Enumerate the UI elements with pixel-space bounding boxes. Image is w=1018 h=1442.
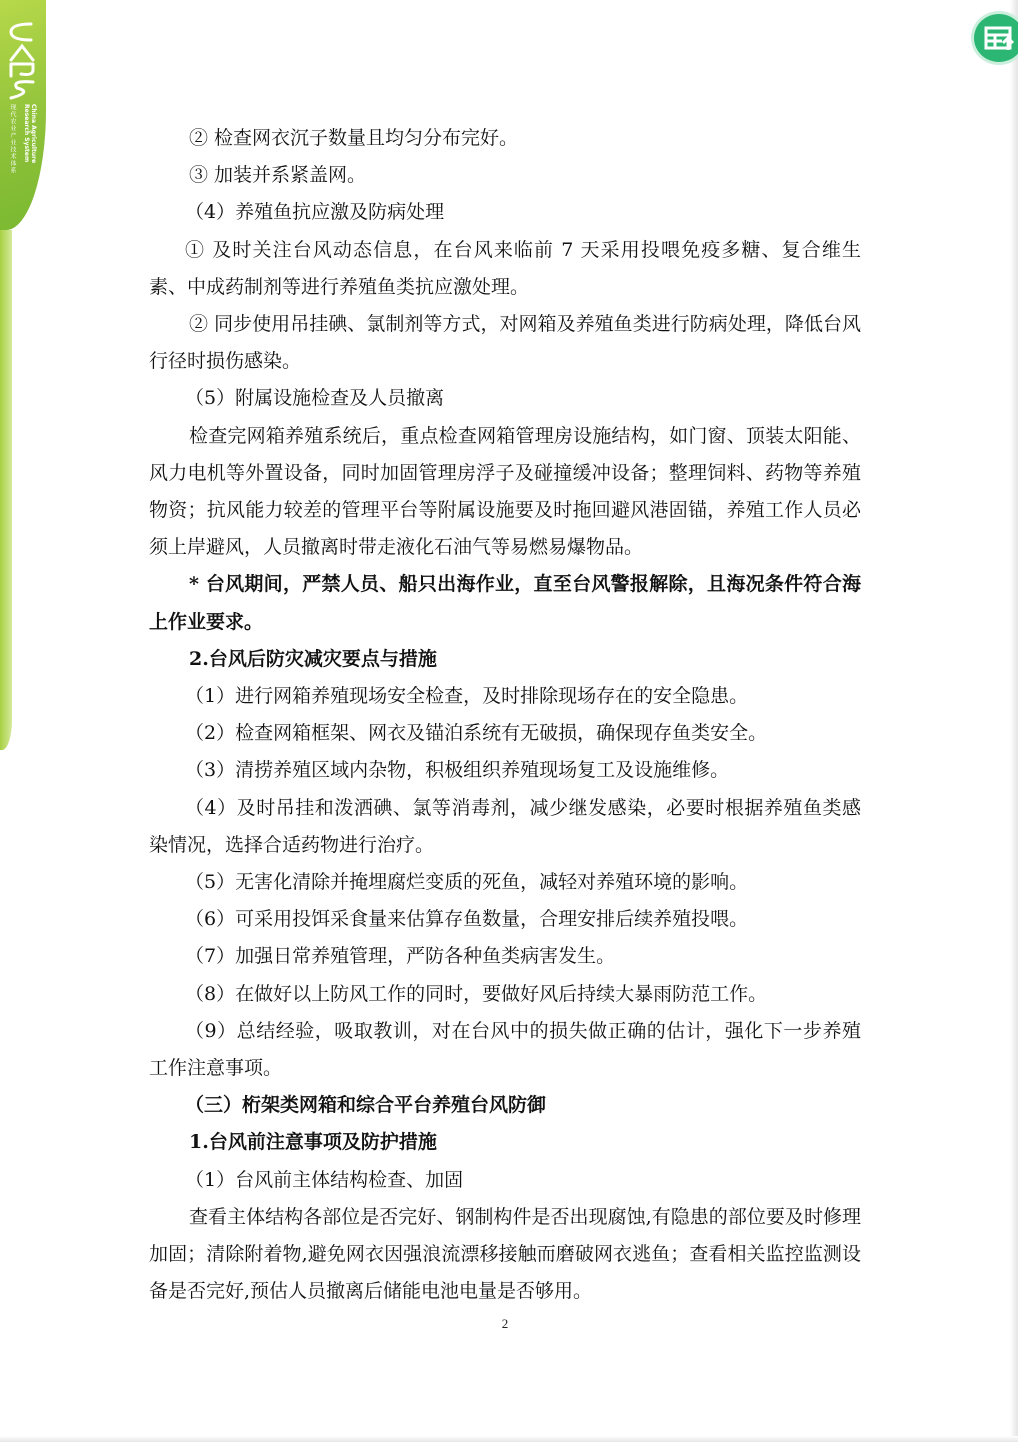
list-item: （7）加强日常养殖管理，严防各种鱼类病害发生。 (185, 945, 616, 968)
subsection-heading: （1）台风前主体结构检查、加固 (185, 1168, 464, 1191)
section-heading: （三）桁架类网箱和综合平台养殖台风防御 (185, 1094, 547, 1117)
cars-logo-band (0, 0, 46, 230)
page-number: 2 (501, 1316, 509, 1331)
logo-subtitle-cn: 现代农业产业技术体系 (9, 104, 16, 174)
list-item: （4）及时吊挂和泼洒碘、氯等消毒剂，减少继发感染，必要时根据养殖鱼类感染情况，选择合适药物进行治疗。 (149, 796, 861, 856)
list-item: （5）无害化清除并掩埋腐烂变质的死鱼，减轻对养殖环境的影响。 (185, 871, 749, 894)
paragraph: ② 检查网衣沉子数量且均匀分布完好。 (189, 127, 519, 149)
paragraph: 查看主体结构各部位是否完好、钢制构件是否出现腐蚀,有隐患的部位要及时修理加固；清除附着物,避免网衣因强浪流漂移接触而磨破网衣逃鱼；查看相关监控监测设备是否完好,预估人员撤离后储能电池电量是否够用。 (149, 1205, 861, 1303)
page-edge (1010, 0, 1018, 1442)
list-item: （2）检查网箱框架、网衣及锚泊系统有无破损，确保现存鱼类安全。 (185, 722, 768, 745)
warning-note: * 台风期间，严禁人员、船只出海作业，直至台风警报解除，且海况条件符合海上作业要求。 (149, 573, 861, 633)
subsection-heading: （5）附属设施检查及人员撤离 (185, 387, 445, 410)
list-item: （1）进行网箱养殖现场安全检查，及时排除现场存在的安全隐患。 (185, 685, 749, 708)
table-export-icon (984, 26, 1016, 52)
paragraph: ③ 加装并系紧盖网。 (189, 164, 367, 187)
list-item: （8）在做好以上防风工作的同时，要做好风后持续大暴雨防范工作。 (185, 982, 768, 1005)
list-item: （6）可采用投饵采食量来估算存鱼数量，合理安排后续养殖投喂。 (185, 908, 749, 931)
logo-subtitle-en: China Agriculture Research System (23, 104, 37, 164)
list-item: （9）总结经验，吸取教训，对在台风中的损失做正确的估计，强化下一步养殖工作注意事项。 (149, 1019, 861, 1080)
section-heading: 2.台风后防灾减灾要点与措施 (189, 647, 437, 670)
subsection-heading: （4）养殖鱼抗应激及防病处理 (185, 201, 445, 224)
paragraph: 检查完网箱养殖系统后，重点检查网箱管理房设施结构，如门窗、顶装太阳能、风力电机等外置设备，同时加固管理房浮子及碰撞缓冲设备；整理饲料、药物等养殖物资；抗风能力较差的管理平台等附属设施要及时拖回避风港固锚，养殖工作人员必须上岸避风，人员撤离时带走液化石油气等易燃易爆物品。 (149, 424, 861, 559)
cars-logo (7, 20, 37, 100)
paragraph: ① 及时关注台风动态信息，在台风来临前 7 天采用投喂免疫多糖、复合维生素、中成药制剂等进行养殖鱼类抗应激处理。 (149, 238, 861, 298)
left-decor-stripe (0, 230, 12, 750)
section-heading: 1.台风前注意事项及防护措施 (189, 1131, 437, 1154)
list-item: （3）清捞养殖区域内杂物，积极组织养殖现场复工及设施维修。 (185, 759, 730, 782)
paragraph: ② 同步使用吊挂碘、氯制剂等方式，对网箱及养殖鱼类进行防病处理，降低台风行径时损伤感染。 (149, 313, 861, 373)
table-export-button[interactable] (971, 11, 1018, 65)
document-body (149, 120, 861, 1311)
page-edge-bottom (0, 1436, 1018, 1442)
